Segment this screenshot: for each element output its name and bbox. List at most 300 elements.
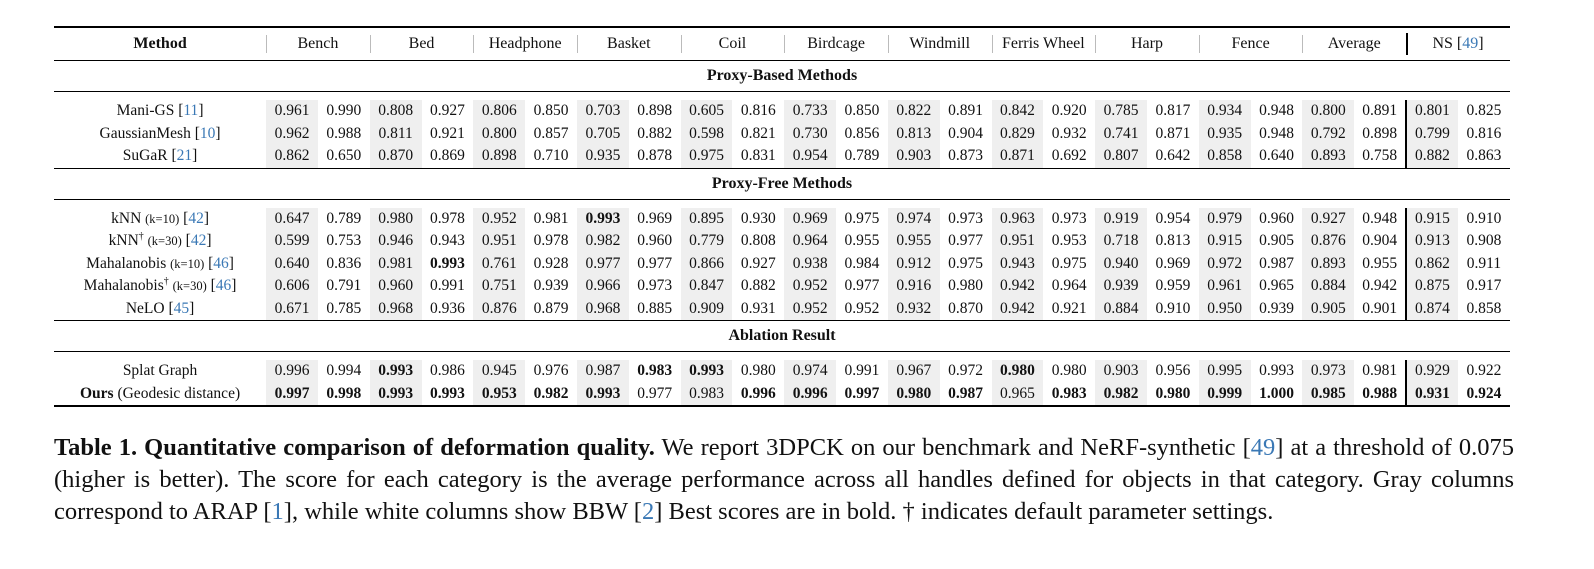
score-cell: 0.836 — [326, 254, 362, 272]
score-cell: 0.893 — [1302, 253, 1354, 276]
method-parameter: (k=30) — [147, 234, 182, 249]
table-row — [54, 360, 1510, 383]
score-cell: 0.962 — [266, 123, 318, 146]
score-cell: 0.993 — [370, 383, 422, 407]
score-cell: 0.640 — [1259, 147, 1294, 165]
score-cell: 0.951 — [473, 230, 525, 253]
score-cell: 0.642 — [1155, 147, 1191, 165]
score-cell: 0.993 — [370, 360, 422, 383]
score-cell: 0.993 — [577, 208, 629, 231]
score-cell: 0.799 — [1406, 123, 1458, 146]
section-header-row — [54, 61, 1510, 92]
section-spacer — [54, 92, 1510, 101]
score-cell: 0.939 — [1095, 275, 1147, 298]
score-cell: 0.985 — [1302, 383, 1354, 407]
category-column-header: Fence — [1199, 27, 1303, 61]
score-cell: 0.982 — [577, 230, 629, 253]
method-name-cell: Mahalanobis (k=10) [46] — [86, 254, 234, 272]
score-cell: 0.915 — [1199, 230, 1251, 253]
score-cell: 0.964 — [784, 230, 836, 253]
score-cell: 0.901 — [1362, 299, 1398, 317]
score-cell: 0.807 — [1095, 145, 1147, 168]
score-cell: 0.927 — [740, 254, 776, 272]
score-cell: 0.980 — [1051, 362, 1087, 380]
score-cell: 0.935 — [1199, 123, 1251, 146]
score-cell: 0.921 — [430, 124, 465, 142]
score-cell: 0.870 — [948, 299, 984, 317]
table-row — [54, 383, 1510, 407]
caption-text-1: We report 3DPCK on our benchmark and NeRF-synthetic [ — [654, 434, 1251, 461]
score-cell: 0.977 — [948, 232, 984, 250]
score-cell: 0.825 — [1466, 102, 1502, 120]
method-parameter: (k=10) — [170, 256, 205, 271]
score-cell: 0.977 — [637, 254, 673, 272]
score-cell: 0.999 — [1199, 383, 1251, 407]
score-cell: 0.978 — [430, 209, 465, 227]
category-column-header: Headphone — [473, 27, 577, 61]
score-cell: 0.946 — [370, 230, 422, 253]
score-cell: 0.960 — [370, 275, 422, 298]
score-cell: 0.934 — [1199, 100, 1251, 123]
score-cell: 0.952 — [844, 299, 880, 317]
score-cell: 0.983 — [681, 383, 733, 407]
score-cell: 0.984 — [844, 254, 880, 272]
citation-link[interactable]: 21 — [176, 147, 193, 165]
score-cell: 0.977 — [577, 253, 629, 276]
score-cell: 0.961 — [1199, 275, 1251, 298]
score-cell: 0.995 — [1199, 360, 1251, 383]
score-cell: 0.884 — [1095, 298, 1147, 321]
method-name-cell: GaussianMesh [10] — [99, 124, 221, 142]
score-cell: 0.831 — [740, 147, 776, 165]
score-cell: 0.988 — [326, 124, 362, 142]
score-cell: 0.927 — [1302, 208, 1354, 231]
score-cell: 0.789 — [326, 209, 362, 227]
citation-link[interactable]: 42 — [190, 232, 207, 250]
method-name: NeLO — [125, 299, 165, 317]
method-name: Ours — [79, 384, 114, 402]
score-cell: 0.751 — [473, 275, 525, 298]
score-cell: 0.968 — [577, 298, 629, 321]
table-caption — [54, 432, 1514, 528]
citation-link[interactable]: 49 — [1462, 35, 1479, 52]
score-cell: 0.993 — [1259, 362, 1294, 380]
score-cell: 0.973 — [948, 209, 984, 227]
score-cell: 0.964 — [1051, 277, 1087, 295]
score-cell: 0.996 — [266, 360, 318, 383]
score-cell: 1.000 — [1251, 383, 1303, 407]
score-cell: 0.953 — [473, 383, 525, 407]
score-cell: 0.878 — [637, 147, 673, 165]
score-cell: 0.952 — [473, 208, 525, 231]
citation-link[interactable]: 46 — [215, 277, 232, 295]
section-spacer — [54, 199, 1510, 208]
dagger-mark: † — [163, 276, 169, 288]
method-name-cell: Mahalanobis† (k=30) [46] — [83, 276, 237, 295]
score-cell: 0.935 — [577, 145, 629, 168]
score-cell: 0.974 — [784, 360, 836, 383]
score-cell: 0.800 — [473, 123, 525, 146]
score-cell: 0.792 — [1302, 123, 1354, 146]
score-cell: 0.789 — [844, 147, 880, 165]
table-row — [54, 298, 1510, 321]
score-cell: 0.955 — [1362, 254, 1398, 272]
score-cell: 0.980 — [888, 383, 940, 407]
score-cell: 0.785 — [1095, 100, 1147, 123]
method-name-cell: kNN† (k=30) [42] — [108, 231, 212, 250]
score-cell: 0.884 — [1302, 275, 1354, 298]
score-cell: 0.869 — [430, 147, 465, 165]
score-cell: 0.718 — [1095, 230, 1147, 253]
score-cell: 0.920 — [1051, 102, 1087, 120]
score-cell: 0.858 — [1199, 145, 1251, 168]
score-cell: 0.858 — [1466, 299, 1502, 317]
score-cell: 0.963 — [992, 208, 1044, 231]
table-body — [54, 61, 1510, 407]
category-column-header: Birdcage — [784, 27, 888, 61]
score-cell: 0.850 — [533, 102, 569, 120]
caption-text-2: ] at a threshold of 0.075 (higher is better). The score for each category is the average performance across all handles defined for objects in that category. Gray columns correspond to ARAP [ — [54, 434, 1514, 525]
score-cell: 0.932 — [888, 298, 940, 321]
score-cell: 0.758 — [1362, 147, 1398, 165]
method-column-header: Method — [54, 27, 266, 61]
score-cell: 0.969 — [637, 209, 673, 227]
score-cell: 0.898 — [473, 145, 525, 168]
method-name: kNN — [108, 232, 139, 250]
score-cell: 0.850 — [844, 102, 880, 120]
method-name-cell: kNN (k=10) [42] — [111, 209, 209, 227]
citation-link[interactable]: 11 — [183, 102, 199, 120]
score-cell: 0.800 — [1302, 100, 1354, 123]
score-cell: 0.879 — [533, 299, 569, 317]
score-cell: 0.647 — [266, 208, 318, 231]
score-cell: 0.932 — [1051, 124, 1087, 142]
citation-link[interactable]: 46 — [213, 254, 229, 272]
score-cell: 0.997 — [266, 383, 318, 407]
section-header-row — [54, 168, 1510, 199]
caption-title: Table 1. Quantitative comparison of deformation quality. — [54, 434, 655, 461]
score-cell: 0.980 — [948, 277, 984, 295]
score-cell: 0.945 — [473, 360, 525, 383]
score-cell: 0.980 — [740, 362, 776, 380]
score-cell: 0.980 — [370, 208, 422, 231]
caption-text-3: ], while white columns show BBW [ — [283, 498, 642, 525]
score-cell: 0.968 — [370, 298, 422, 321]
score-cell: 0.919 — [1095, 208, 1147, 231]
score-cell: 0.956 — [1155, 362, 1191, 380]
ns-column-header: NS [49] — [1406, 27, 1510, 61]
score-cell: 0.993 — [681, 360, 733, 383]
score-cell: 0.980 — [1147, 383, 1199, 407]
section-title: Proxy-Based Methods — [54, 61, 1510, 92]
score-cell: 0.875 — [1406, 275, 1458, 298]
score-cell: 0.982 — [1095, 383, 1147, 407]
score-cell: 0.910 — [1155, 299, 1191, 317]
score-cell: 0.976 — [533, 362, 569, 380]
score-cell: 0.974 — [888, 208, 940, 231]
score-cell: 0.939 — [533, 277, 569, 295]
score-cell: 0.987 — [1259, 254, 1294, 272]
score-cell: 0.893 — [1302, 145, 1354, 168]
score-cell: 0.961 — [266, 100, 318, 123]
score-cell: 0.948 — [1362, 209, 1398, 227]
caption-citation-link[interactable]: 1 — [271, 498, 284, 525]
score-cell: 0.928 — [533, 254, 569, 272]
score-cell: 0.972 — [1199, 253, 1251, 276]
score-cell: 0.908 — [1466, 232, 1502, 250]
caption-citation-link[interactable]: 49 — [1250, 434, 1276, 461]
citation-link[interactable]: 10 — [199, 124, 216, 142]
results-table-container — [54, 26, 1510, 407]
score-cell: 0.948 — [1259, 102, 1294, 120]
score-cell: 0.650 — [326, 147, 362, 165]
category-column-header: Bed — [370, 27, 474, 61]
score-cell: 0.910 — [1466, 209, 1502, 227]
method-name: Mahalanobis — [86, 254, 167, 272]
score-cell: 0.987 — [940, 383, 992, 407]
score-cell: 0.953 — [1051, 232, 1087, 250]
score-cell: 0.599 — [266, 230, 318, 253]
caption-citation-link[interactable]: 2 — [641, 498, 655, 525]
score-cell: 0.904 — [948, 124, 984, 142]
caption-text-4: ] Best scores are in bold. † indicates default parameter settings. — [654, 498, 1274, 525]
score-cell: 0.909 — [681, 298, 733, 321]
score-cell: 0.959 — [1155, 277, 1191, 295]
table-row — [54, 208, 1510, 231]
score-cell: 0.916 — [888, 275, 940, 298]
score-cell: 0.882 — [637, 124, 673, 142]
score-cell: 0.813 — [888, 123, 940, 146]
score-cell: 0.975 — [681, 145, 733, 168]
score-cell: 0.874 — [1406, 298, 1458, 321]
method-parameter: (k=10) — [145, 211, 180, 226]
score-cell: 0.978 — [533, 232, 569, 250]
score-cell: 0.950 — [1199, 298, 1251, 321]
score-cell: 0.982 — [525, 383, 577, 407]
table-row — [54, 230, 1510, 253]
score-cell: 0.806 — [473, 100, 525, 123]
score-cell: 0.598 — [681, 123, 733, 146]
score-cell: 0.891 — [948, 102, 984, 120]
score-cell: 0.924 — [1458, 383, 1510, 407]
table-row — [54, 100, 1510, 123]
method-name-cell — [54, 360, 266, 383]
score-cell: 0.791 — [326, 277, 362, 295]
score-cell: 0.983 — [1043, 383, 1095, 407]
score-cell: 0.977 — [844, 277, 880, 295]
section-header-row — [54, 321, 1510, 352]
score-cell: 0.903 — [888, 145, 940, 168]
score-cell: 0.939 — [1259, 299, 1294, 317]
method-parameter: (k=30) — [172, 279, 207, 294]
score-cell: 0.891 — [1362, 102, 1398, 120]
score-cell: 0.990 — [326, 102, 362, 120]
score-cell: 0.960 — [1259, 209, 1294, 227]
score-cell: 0.952 — [784, 298, 836, 321]
method-name: SuGaR — [122, 147, 168, 165]
score-cell: 0.842 — [992, 100, 1044, 123]
score-cell: 0.996 — [732, 383, 784, 407]
score-cell: 0.856 — [844, 124, 880, 142]
citation-link[interactable]: 42 — [188, 209, 204, 227]
score-cell: 0.904 — [1362, 232, 1398, 250]
score-cell: 0.862 — [1406, 253, 1458, 276]
score-cell: 0.981 — [1362, 362, 1398, 380]
score-cell: 0.994 — [326, 362, 362, 380]
table-header-row — [54, 27, 1510, 61]
table-row — [54, 253, 1510, 276]
score-cell: 0.936 — [430, 299, 465, 317]
score-cell: 0.866 — [681, 253, 733, 276]
score-cell: 0.973 — [637, 277, 673, 295]
score-cell: 0.969 — [1155, 254, 1191, 272]
score-cell: 0.808 — [740, 232, 776, 250]
score-cell: 0.930 — [740, 209, 776, 227]
score-cell: 0.816 — [740, 102, 776, 120]
score-cell: 0.987 — [577, 360, 629, 383]
score-cell: 0.862 — [266, 145, 318, 168]
score-cell: 0.605 — [681, 100, 733, 123]
score-cell: 0.943 — [430, 232, 465, 250]
score-cell: 0.975 — [948, 254, 984, 272]
score-cell: 0.938 — [784, 253, 836, 276]
score-cell: 0.730 — [784, 123, 836, 146]
score-cell: 0.822 — [888, 100, 940, 123]
score-cell: 0.931 — [1406, 383, 1458, 407]
score-cell: 0.817 — [1155, 102, 1191, 120]
score-cell: 0.983 — [637, 362, 673, 380]
score-cell: 0.942 — [992, 275, 1044, 298]
score-cell: 0.671 — [266, 298, 318, 321]
score-cell: 0.955 — [888, 230, 940, 253]
section-title: Proxy-Free Methods — [54, 168, 1510, 199]
score-cell: 0.931 — [740, 299, 776, 317]
score-cell: 0.871 — [1155, 124, 1191, 142]
category-column-header: Basket — [577, 27, 681, 61]
score-cell: 0.885 — [637, 299, 673, 317]
score-cell: 0.977 — [629, 383, 681, 407]
method-name-cell: SuGaR [21] — [122, 147, 198, 165]
score-cell: 0.779 — [681, 230, 733, 253]
score-cell: 0.954 — [1155, 209, 1191, 227]
score-cell: 0.942 — [992, 298, 1044, 321]
score-cell: 0.975 — [1051, 254, 1087, 272]
score-cell: 0.943 — [992, 253, 1044, 276]
score-cell: 0.981 — [533, 209, 569, 227]
score-cell: 0.847 — [681, 275, 733, 298]
score-cell: 0.975 — [844, 209, 880, 227]
score-cell: 0.993 — [430, 254, 465, 272]
score-cell: 0.705 — [577, 123, 629, 146]
category-column-header: Average — [1302, 27, 1406, 61]
method-name-cell: NeLO [45] — [125, 299, 195, 317]
score-cell: 0.692 — [1051, 147, 1087, 165]
score-cell: 0.969 — [784, 208, 836, 231]
category-column-header: Ferris Wheel — [992, 27, 1096, 61]
score-cell: 0.813 — [1155, 232, 1191, 250]
score-cell: 0.895 — [681, 208, 733, 231]
score-cell: 0.979 — [1199, 208, 1251, 231]
score-cell: 0.808 — [370, 100, 422, 123]
score-cell: 0.816 — [1466, 124, 1502, 142]
score-cell: 0.905 — [1259, 232, 1294, 250]
score-cell: 0.703 — [577, 100, 629, 123]
score-cell: 0.940 — [1095, 253, 1147, 276]
score-cell: 0.857 — [533, 124, 569, 142]
method-name: Mahalanobis — [83, 277, 164, 295]
score-cell: 0.733 — [784, 100, 836, 123]
table-row — [54, 275, 1510, 298]
method-name-cell — [54, 383, 266, 407]
score-cell: 0.753 — [326, 232, 362, 250]
score-cell: 0.952 — [784, 275, 836, 298]
results-table — [54, 26, 1510, 407]
score-cell: 0.991 — [430, 277, 465, 295]
score-cell: 0.640 — [266, 253, 318, 276]
score-cell: 0.951 — [992, 230, 1044, 253]
score-cell: 0.960 — [637, 232, 673, 250]
score-cell: 0.870 — [370, 145, 422, 168]
score-cell: 0.998 — [318, 383, 370, 407]
score-cell: 0.905 — [1302, 298, 1354, 321]
score-cell: 0.965 — [992, 383, 1044, 407]
section-spacer — [54, 352, 1510, 361]
citation-link[interactable]: 45 — [173, 299, 190, 317]
score-cell: 0.967 — [888, 360, 940, 383]
score-cell: 0.997 — [836, 383, 888, 407]
method-name: Splat Graph — [122, 362, 198, 380]
score-cell: 0.991 — [844, 362, 880, 380]
score-cell: 0.917 — [1466, 277, 1502, 295]
method-name: GaussianMesh — [99, 124, 191, 142]
method-name: kNN — [111, 209, 142, 227]
score-cell: 0.911 — [1466, 254, 1502, 272]
table-row — [54, 123, 1510, 146]
score-cell: 0.882 — [740, 277, 776, 295]
score-cell: 0.898 — [637, 102, 673, 120]
category-column-header: Windmill — [888, 27, 992, 61]
table-row — [54, 145, 1510, 168]
score-cell: 0.710 — [533, 147, 569, 165]
score-cell: 0.876 — [473, 298, 525, 321]
section-title: Ablation Result — [54, 321, 1510, 352]
score-cell: 0.912 — [888, 253, 940, 276]
score-cell: 0.986 — [430, 362, 465, 380]
score-cell: 0.785 — [326, 299, 362, 317]
category-column-header: Harp — [1095, 27, 1199, 61]
score-cell: 0.996 — [784, 383, 836, 407]
dagger-mark: † — [138, 231, 144, 243]
category-column-header: Coil — [681, 27, 785, 61]
score-cell: 0.876 — [1302, 230, 1354, 253]
method-name-cell: Mani-GS [11] — [116, 102, 204, 120]
score-cell: 0.903 — [1095, 360, 1147, 383]
score-cell: 0.973 — [1051, 209, 1087, 227]
score-cell: 0.606 — [266, 275, 318, 298]
score-cell: 0.829 — [992, 123, 1044, 146]
score-cell: 0.761 — [473, 253, 525, 276]
ns-label: NS — [1432, 35, 1453, 52]
category-column-header: Bench — [266, 27, 370, 61]
score-cell: 0.871 — [992, 145, 1044, 168]
score-cell: 0.993 — [577, 383, 629, 407]
score-cell: 0.863 — [1466, 147, 1502, 165]
score-cell: 0.898 — [1362, 124, 1398, 142]
score-cell: 0.929 — [1406, 360, 1458, 383]
score-cell: 0.927 — [430, 102, 465, 120]
score-cell: 0.913 — [1406, 230, 1458, 253]
score-cell: 0.821 — [740, 124, 776, 142]
